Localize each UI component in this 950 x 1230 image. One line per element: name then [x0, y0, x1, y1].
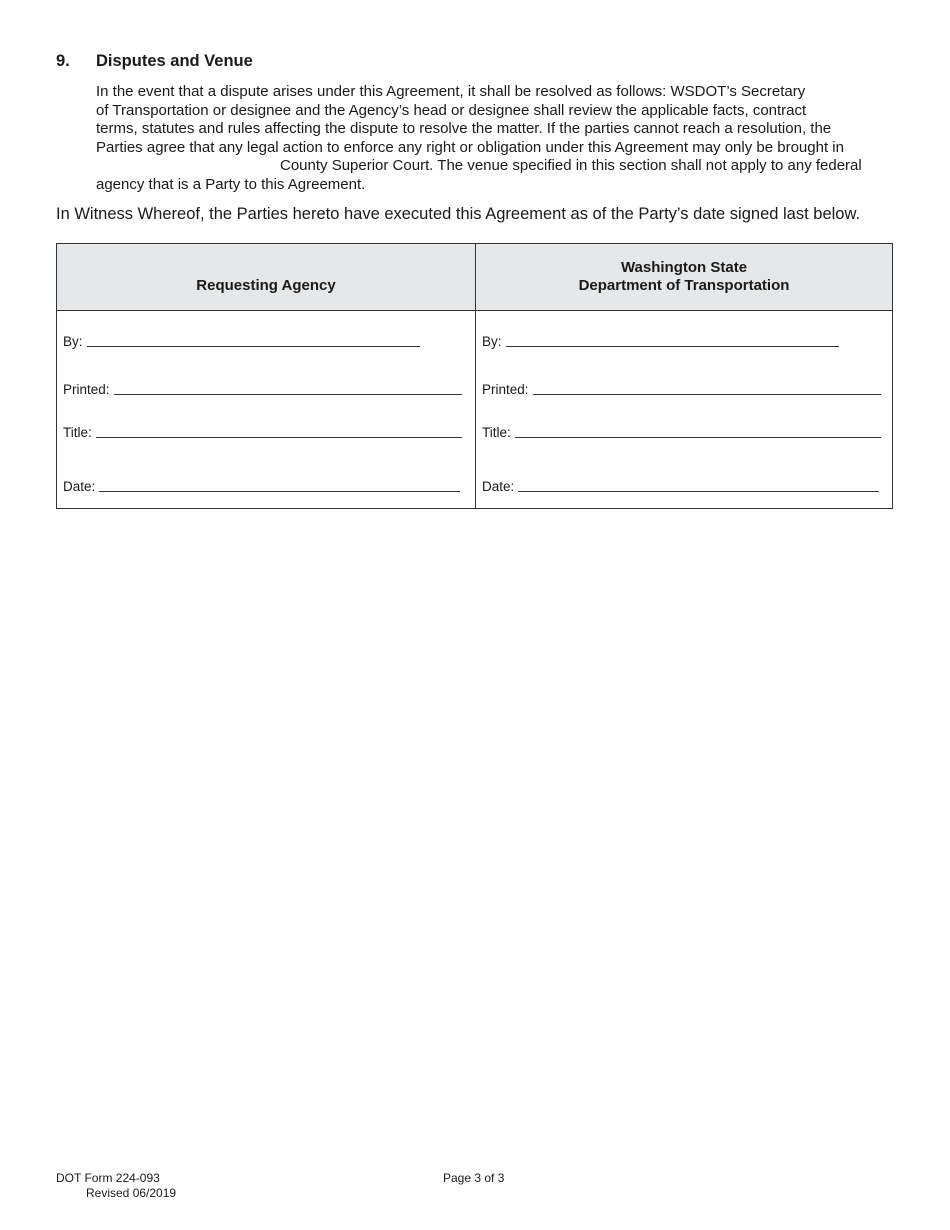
agency-by-field[interactable]	[63, 334, 420, 349]
paragraph-line: agency that is a Party to this Agreement.	[96, 175, 366, 193]
page-number: Page 3 of 3	[443, 1171, 505, 1185]
field-label: Printed:	[63, 382, 110, 397]
date-line[interactable]	[99, 490, 460, 492]
wsdot-by-field[interactable]	[482, 334, 839, 349]
form-footer	[56, 1171, 176, 1200]
requesting-agency-heading-text: Requesting Agency	[196, 276, 336, 294]
paragraph-line: of Transportation or designee and the Agency’s head or designee shall review the applicable facts, contract	[96, 101, 807, 119]
requesting-agency-heading	[57, 244, 475, 311]
signature-line[interactable]	[506, 345, 839, 347]
field-label: Printed:	[482, 382, 529, 397]
agency-printed-field[interactable]	[63, 382, 462, 397]
paragraph-line: In the event that a dispute arises under this Agreement, it shall be resolved as follows: WSDOT’s Secretary	[96, 83, 806, 100]
section-heading	[56, 52, 253, 71]
disputes-paragraph	[96, 83, 896, 195]
signature-table	[56, 243, 893, 509]
wsdot-column	[476, 244, 892, 508]
paragraph-line: terms, statutes and rules affecting the dispute to resolve the matter. If the parties cannot reach a resolution, the	[96, 120, 832, 138]
section-number: 9.	[56, 52, 70, 70]
wsdot-heading	[476, 244, 892, 311]
printed-line[interactable]	[114, 393, 462, 395]
wsdot-title-field[interactable]	[482, 425, 881, 440]
signature-line[interactable]	[87, 345, 420, 347]
field-label: By:	[63, 334, 83, 349]
paragraph-line: Parties agree that any legal action to enforce any right or obligation under this Agreement may only be brought in	[96, 138, 844, 156]
title-line[interactable]	[96, 436, 462, 438]
field-label: By:	[482, 334, 502, 349]
field-label: Title:	[63, 425, 92, 440]
section-title: Disputes and Venue	[96, 52, 253, 70]
form-number: DOT Form 224-093	[56, 1171, 160, 1185]
title-line[interactable]	[515, 436, 881, 438]
wsdot-heading-line2: Department of Transportation	[578, 277, 790, 294]
agency-date-field[interactable]	[63, 479, 460, 494]
date-line[interactable]	[518, 490, 879, 492]
witness-statement: In Witness Whereof, the Parties hereto have executed this Agreement as of the Party’s date signed last below.	[56, 205, 861, 223]
paragraph-line-county: County Superior Court. The venue specified in this section shall not apply to any federal	[280, 157, 862, 175]
wsdot-printed-field[interactable]	[482, 382, 881, 397]
field-label: Date:	[63, 479, 96, 494]
field-label: Title:	[482, 425, 511, 440]
wsdot-heading-line1: Washington State	[620, 258, 748, 276]
revision-date: Revised 06/2019	[86, 1185, 177, 1200]
wsdot-date-field[interactable]	[482, 479, 879, 494]
field-label: Date:	[482, 479, 515, 494]
printed-line[interactable]	[533, 393, 881, 395]
agency-title-field[interactable]	[63, 425, 462, 440]
requesting-agency-column	[57, 244, 476, 508]
